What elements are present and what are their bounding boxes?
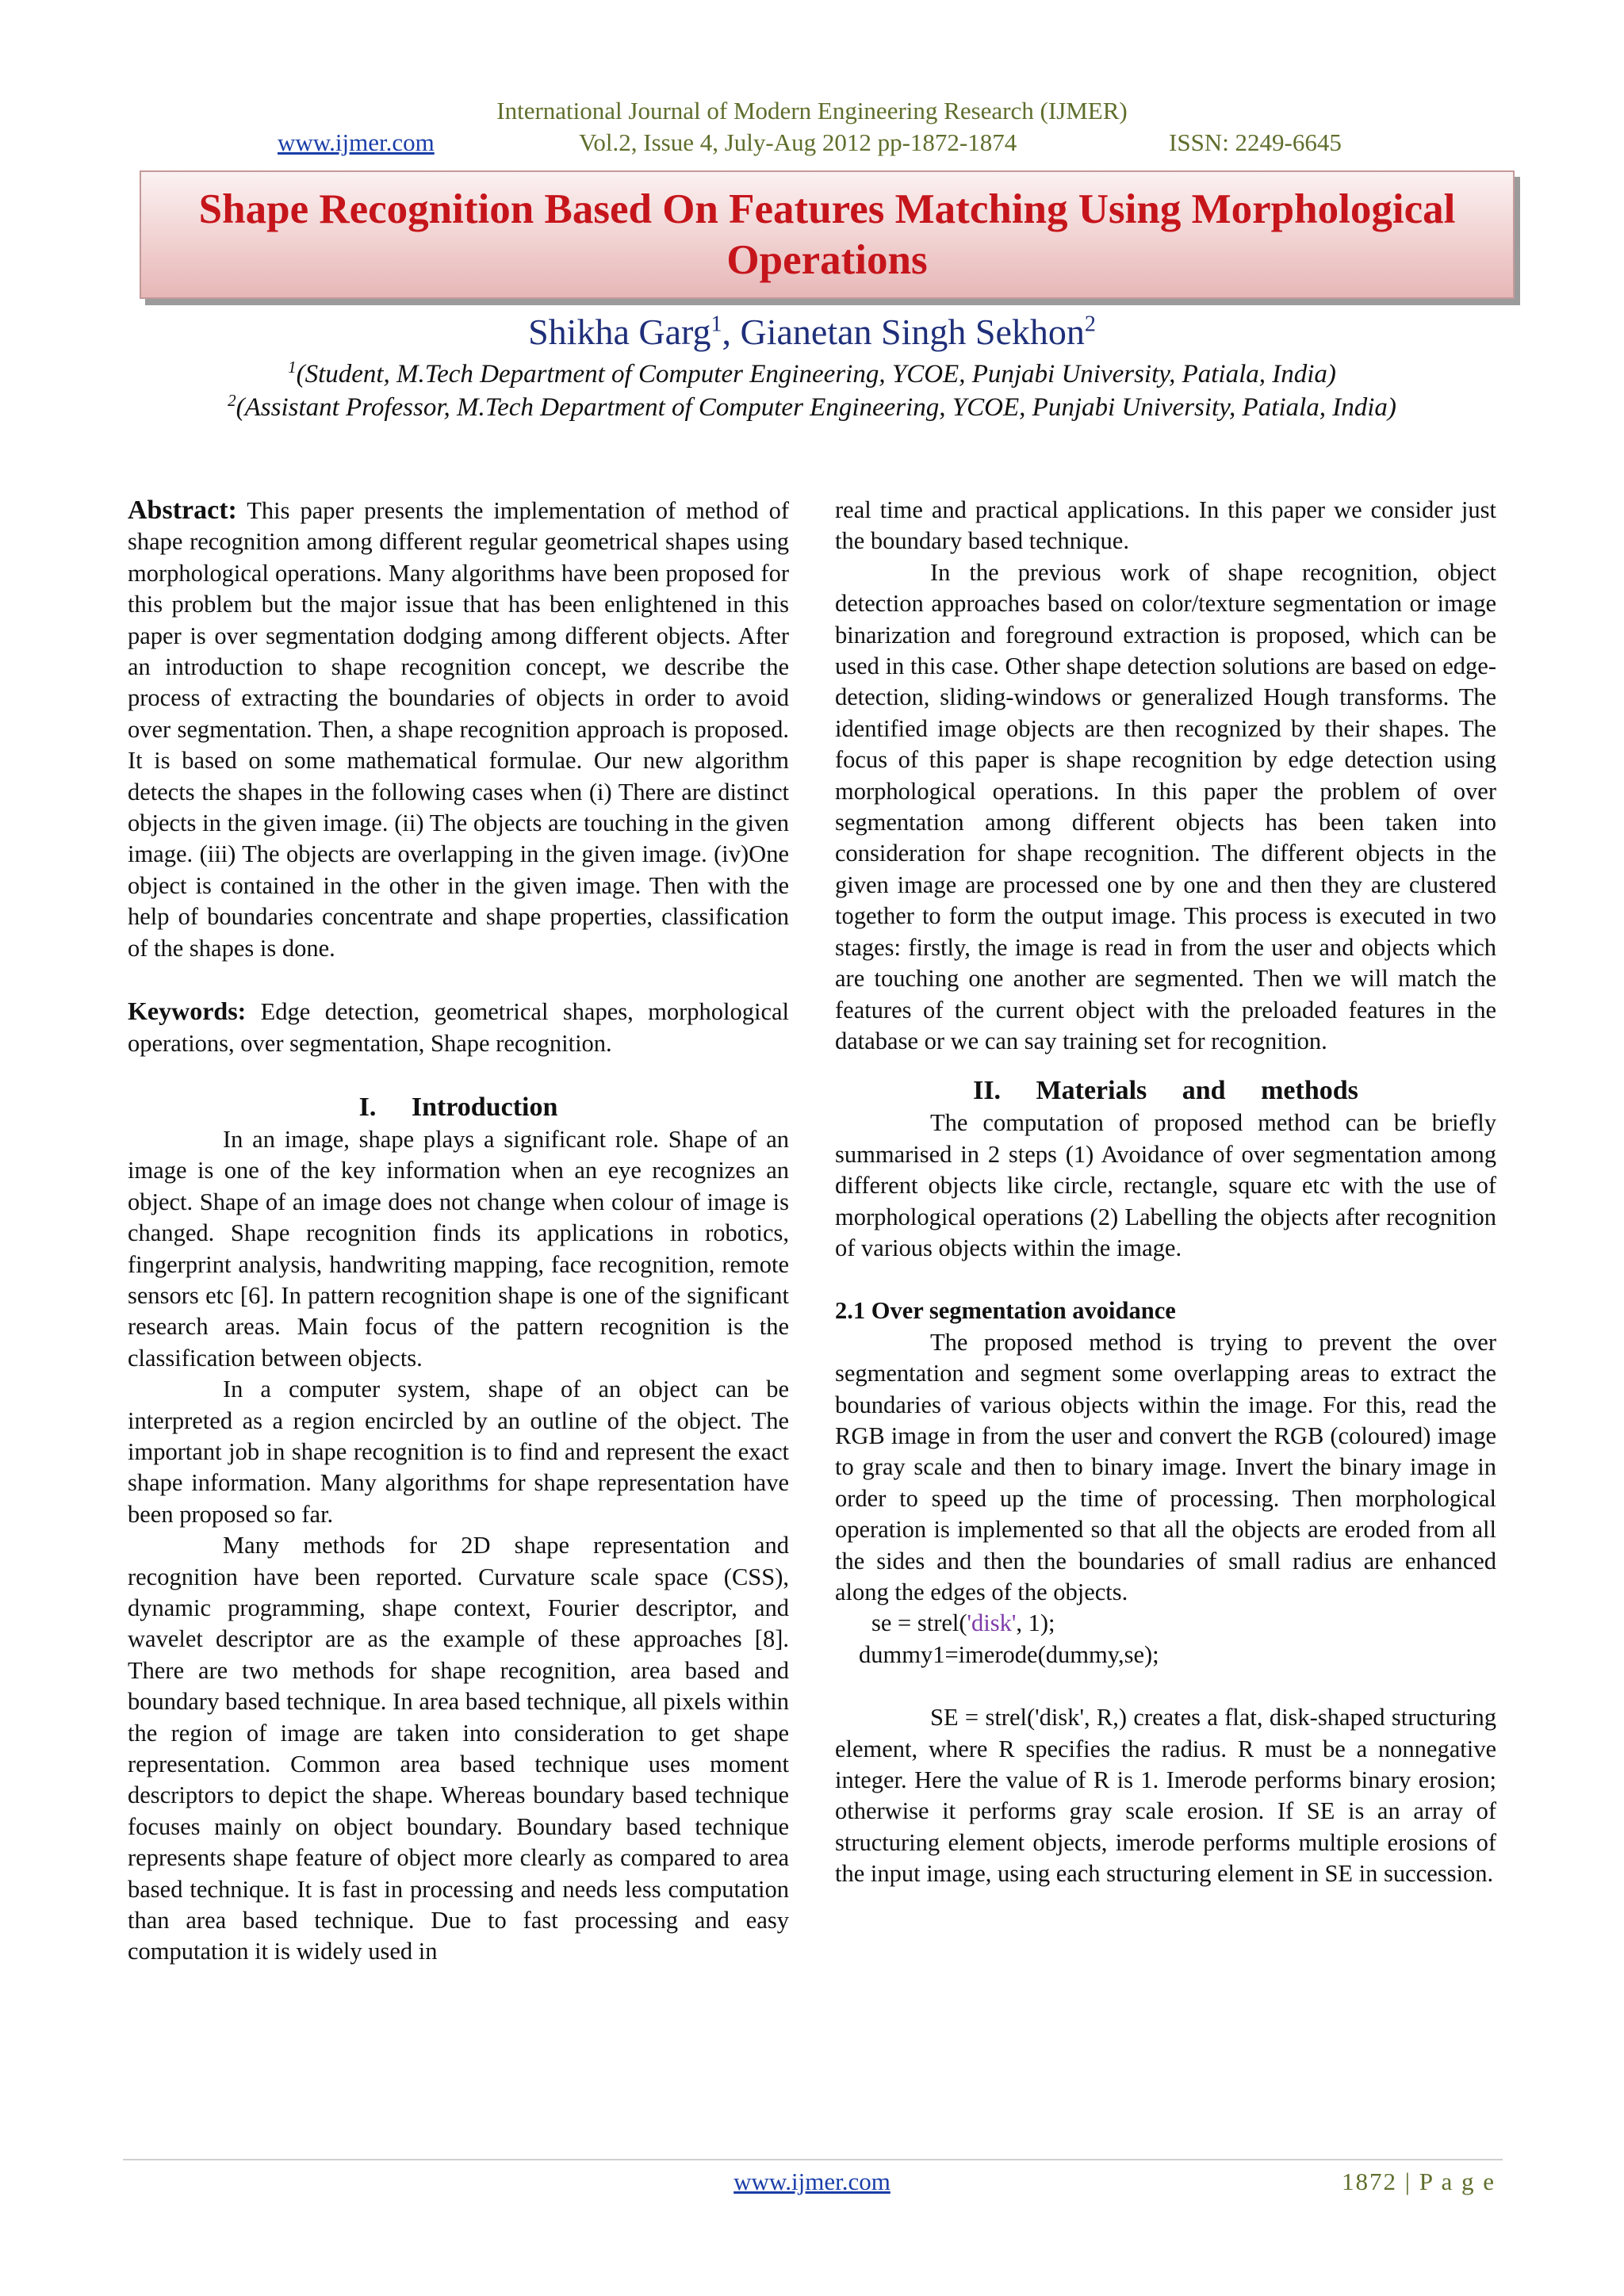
abstract-label: Abstract: [128,496,237,525]
left-column [128,495,789,1968]
author-1-sup: 1 [710,312,722,337]
code-line-strel-string: 'disk' [967,1609,1017,1637]
affiliation-2-sup: 2 [228,391,236,410]
header-url-link[interactable]: www.ijmer.com [278,128,435,156]
affiliation-2-text: (Assistant Professor, M.Tech Department of Computer Engineering, YCOE, Punjabi University, Patiala, India) [236,393,1396,422]
code-line-strel-post: , 1); [1016,1609,1055,1637]
keywords-label: Keywords: [128,997,247,1026]
title-box [140,170,1515,299]
footer-url-link[interactable]: www.ijmer.com [733,2168,891,2195]
journal-name: International Journal of Modern Engineering Research (IJMER) [496,97,1128,124]
author-line [0,311,1624,354]
keywords-text: Edge detection, geometrical shapes, morphological operations, over segmentation, Shape recognition. [128,998,789,1057]
header-volume: Vol.2, Issue 4, July-Aug 2012 pp-1872-1874 [579,128,1017,156]
intro-paragraph-2: In a computer system, shape of an object can be interpreted as a region encircled by an outline of the object. The important job in shape recognition is to find and represent the exact shape information. Many algorithms for shape representation have been proposed so far. [128,1376,789,1528]
code-line-strel-pre: se = strel( [871,1609,967,1637]
affiliation-2 [0,392,1624,423]
affiliation-1-text: (Student, M.Tech Department of Computer Engineering, YCOE, Punjabi University, Patiala, India) [296,360,1336,388]
header-issn: ISSN: 2249-6645 [1169,128,1342,156]
intro-paragraph-3: Many methods for 2D shape representation and recognition have been reported. Curvature scale space (CSS), dynamic programming, shape context, Fourier descriptor, and wavelet descriptor are as the example of these approaches [8]. There are two methods for shape recognition, area based and boundary based technique. In area based technique, all pixels within the region of image are taken into consideration to get shape representation. Common area based technique uses moment descriptors to depict the shape. Whereas boundary based technique focuses mainly on object boundary. Boundary based technique represents shape feature of object more clearly as compared to area based technique. It is fast in processing and needs less computation than area based technique. Due to fast processing and easy computation it is widely used in [128,1532,789,1965]
footer-page-number: 1872 | P a g e [1342,2168,1496,2195]
section-heading-methods: II. Materials and methods [973,1076,1358,1106]
footer-divider [123,2159,1503,2160]
subsection-heading-2-1: 2.1 Over segmentation avoidance [835,1297,1176,1325]
section-heading-introduction: I. Introduction [358,1092,558,1122]
paper-title: Shape Recognition Based On Features Matching Using Morphological Operations [198,186,1456,283]
intro-paragraph-1: In an image, shape plays a significant role. Shape of an image is one of the key information when an eye recognizes an object. Shape of an image does not change when colour of image is changed. Shape recognition finds its applications in robotics, fingerprint analysis, handwriting mapping, face recognition, remote sensors etc [6]. In pattern recognition shape is one of the significant research areas. Main focus of the pattern recognition is the classification between objects. [128,1125,789,1372]
header-info-line [0,128,1624,160]
abstract [128,495,789,964]
intro-paragraph-4: In the previous work of shape recognition, object detection approaches based on color/texture segmentation or image binarization and foreground extraction is proposed, which can be used in this case. Other shape detection solutions are based on edge-detection, sliding-windows or generalized Hough transforms. The identified image objects are then recognized by their shapes. The focus of this paper is shape recognition by edge detection using morphological operations. In this paper the problem of over segmentation among different objects has been taken into consideration for shape recognition. The different objects in the given image are processed one by one and then they are clustered together to form the output image. This process is executed in two stages: firstly, the image is read in from the user and objects which are touching one another are segmented. Then we will match the features of the current object with the preloaded features in the database or we can say training set for recognition. [835,558,1496,1054]
code-line-strel [835,1608,1496,1639]
author-separator: , [722,312,741,352]
intro-paragraph-3-continued: real time and practical applications. In this paper we consider just the boundary based technique. [835,496,1496,555]
right-column [835,495,1496,1890]
methods-paragraph-3: SE = strel('disk', R,) creates a flat, disk-shaped structuring element, where R specifies the radius. R must be a nonnegative integer. Here the value of R is 1. Imerode performs binary erosion; otherwise it performs gray scale erosion. If SE is an array of structuring element objects, imerode performs multiple erosions of the input image, using each structuring element in SE in succession. [835,1704,1496,1888]
abstract-text: This paper presents the implementation of method of shape recognition among different regular geometrical shapes using morphological operations. Many algorithms have been proposed for this problem but the major issue that has been enlightened in this paper is over segmentation dodging among different objects. After an introduction to shape recognition concept, we describe the process of extracting the boundaries of objects in order to avoid over segmentation. Then, a shape recognition approach is proposed. It is based on some mathematical formulae. Our new algorithm detects the shapes in the following cases when (i) There are distinct objects in the given image. (ii) The objects are touching in the given image. (iii) The objects are overlapping in the given image. (iv)One object is contained in the other in the given image. Then with the help of boundaries concentrate and shape properties, classification of the shapes is done. [128,497,789,962]
affiliation-1 [0,358,1624,390]
author-2-sup: 2 [1084,312,1096,337]
affiliation-1-sup: 1 [288,358,297,377]
author-1: Shikha Garg [528,312,711,352]
author-2: Gianetan Singh Sekhon [740,312,1085,352]
methods-paragraph-1: The computation of proposed method can be briefly summarised in 2 steps (1) Avoidance of over segmentation among different objects like circle, rectangle, square etc with the use of morphological operations (2) Labelling the objects after recognition of various objects within the image. [835,1109,1496,1261]
keywords [128,996,789,1059]
code-line-imerode: dummy1=imerode(dummy,se); [859,1640,1159,1668]
methods-paragraph-2: The proposed method is trying to prevent the over segmentation and segment some overlapping areas to extract the boundaries of various objects within the image. For this, read the RGB image in from the user and convert the RGB (coloured) image to gray scale and then to binary image. Invert the binary image in order to speed up the time of processing. Then morphological operation is implemented so that all the objects are eroded from all the sides and then the boundaries of small radius are enhanced along the edges of the objects. [835,1328,1496,1605]
